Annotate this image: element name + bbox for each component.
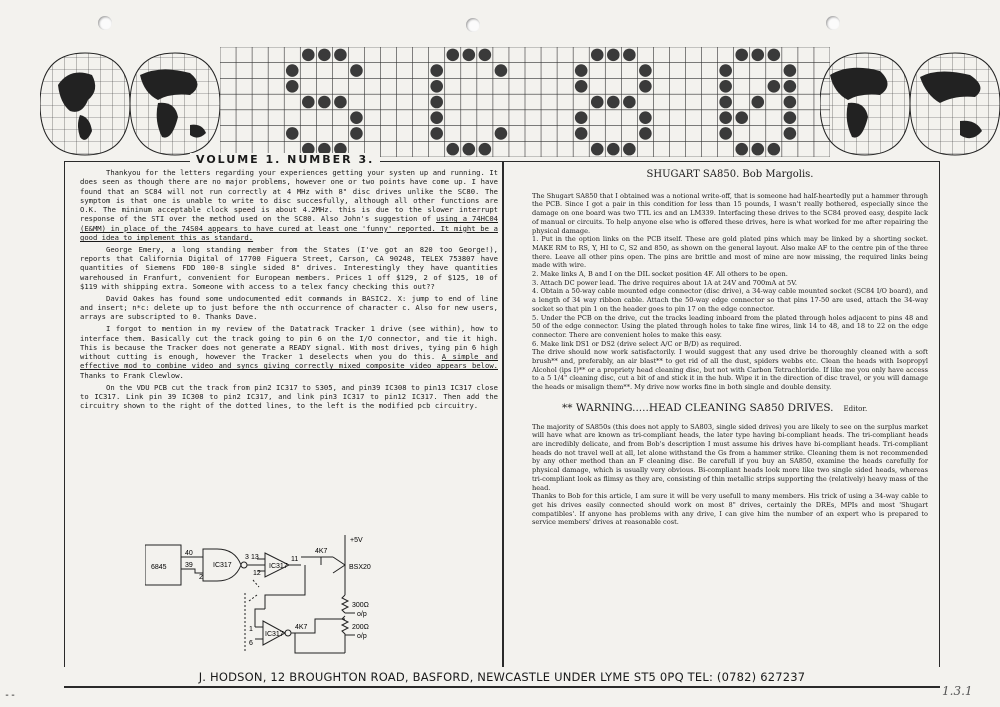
logo-dot xyxy=(751,143,764,156)
logo-dot xyxy=(735,143,748,156)
logo-dot xyxy=(784,80,797,93)
logo-dot xyxy=(495,64,508,77)
logo-dot xyxy=(735,49,748,62)
logo-dot xyxy=(591,143,604,156)
page-reference: 1.3.1 xyxy=(942,684,973,698)
logo-dot xyxy=(575,127,588,140)
logo-dot xyxy=(286,127,299,140)
circuit-output-2: o/p xyxy=(357,633,367,640)
logo-dot xyxy=(430,111,443,124)
world-map-right-icon xyxy=(820,45,1000,163)
logo-dot xyxy=(463,49,476,62)
logo-dot xyxy=(575,64,588,77)
circuit-resistor-2: 4K7 xyxy=(295,624,308,631)
shugart-intro: The Shugart SA850 that I obtained was a notional write-off, that is someone had half-heartedly put a hammer through the PCB. Since I got a pair in this condition for less than 15 pounds, I wasn't really bothered, especially since the damage on one board was two TTL ics and an LM339. Interfacing these drives to the SC84 proved easy, despite lack of manual or circuits. To help anyone else who is offered these drives, here is what worked for me after repairing the physical damage. xyxy=(532,191,928,235)
logo-dot xyxy=(575,80,588,93)
editorial-column xyxy=(80,168,498,413)
circuit-pin-1: 1 xyxy=(249,626,253,633)
video-sync-circuit-diagram xyxy=(145,535,415,665)
logo-dot xyxy=(575,111,588,124)
sc80-dot-matrix-logo xyxy=(220,47,830,157)
logo-dot xyxy=(639,80,652,93)
shugart-step-1: 1. Put in the option links on the PCB itself. These are gold plated pins which may be linked by a shorting socket. MAKE RM to RS, Y, HI to C, S2 and 850, as shown on the general layout. Also make AF to the centre pin of the three there. Leave all other pins open. The pins are brittle and most of mine are now missing, the required links being made with wire. xyxy=(532,235,928,270)
logo-dot xyxy=(639,111,652,124)
punch-hole-middle xyxy=(466,18,480,32)
logo-dot xyxy=(430,80,443,93)
logo-dot xyxy=(735,111,748,124)
warning-paragraph-2: Thanks to Bob for this article, I am sure it will be very usefull to many members. His trick of using a 34-way cable to get his drives easily connected should work on most 8" drives, certainly the DREs, MPIs and most 'Shugart compatibles'. If anyone has problems with any drive, I can give him the number of an expert who is prepared to service members' drives at reasonable cost. xyxy=(532,492,928,527)
logo-dot xyxy=(607,143,620,156)
logo-dot xyxy=(784,111,797,124)
logo-dot xyxy=(286,80,299,93)
circuit-pin-3: 3 xyxy=(245,554,249,561)
logo-dot xyxy=(639,64,652,77)
logo-dot xyxy=(639,127,652,140)
paragraph-datatrack-underlined: A simple and effective mod to combine video and syncs giving correctly mixed composite video appears below. xyxy=(80,352,499,371)
shugart-step-2: 2. Make links A, B and I on the DIL socket position 4F. All others to be open. xyxy=(532,270,788,279)
logo-dot xyxy=(334,49,347,62)
logo-dot xyxy=(430,96,443,109)
logo-dot xyxy=(768,49,781,62)
logo-dot xyxy=(607,49,620,62)
logo-dot xyxy=(350,111,363,124)
warning-heading-editor: Editor. xyxy=(843,404,868,413)
paragraph-george-emery: George Emery, a long standing member from the States (I've got an 820 too George!), reports that California Digital of 17700 Figuera Street, Carson, CA 90248, TELEX 753807 have quantities of Siemens FDD 100-8 single sided 8" drives. Interestingly they have quantities warehoused in Franfurt, convenient for European members. Prices 1 off $129, 2 of $125, 10 of $119 with shipping extra. Someone with access to a telex fancy checking this out?? xyxy=(80,244,498,292)
volume-title: VOLUME 1. NUMBER 3. xyxy=(190,153,380,166)
logo-dot xyxy=(751,49,764,62)
punch-hole-left xyxy=(98,16,112,30)
shugart-step-4: 4. Obtain a 50-way cable mounted edge connector (disc drive), a 34-way cable mounted socket (SC84 I/O board), and a length of 34 way ribbon cable. Attach the 50-way edge connector so that pins 17-50 are used, attach the 34-way socket so that pin 1 on the header goes to pin 17 on the edge connector. xyxy=(532,287,928,313)
logo-dot xyxy=(719,96,732,109)
logo-dot xyxy=(751,96,764,109)
logo-dot xyxy=(591,49,604,62)
logo-dot xyxy=(768,143,781,156)
logo-dot xyxy=(719,64,732,77)
circuit-pin-13: 13 xyxy=(251,554,259,561)
warning-paragraph-1: The majority of SA850s (this does not apply to SA803, single sided drives) you are likely to see on the surplus market will have what are known as tri-compliant heads, the later type having bi-compliant heads. The tri-compliant heads are incredibly delicate, and from Bob's description I must assume his drives have bi-compliant heads. Tri-compliant heads do not travel well at all, let alone withstand the Gs from a hammer strike. Cleaning them is not recommended by any other method than an F cleaning disc. Be carefull if you buy an SA850, examine the heads carefully for physical damage, which is usually very obvious. Bi-compliant heads look more like two single sided heads, whereas tri-compliant look as flimsy as they are, consisting of thin metallic strips supporting the (relatively) heavy mass of the head. xyxy=(532,422,928,492)
paragraph-datatrack-text: I forgot to mention in my review of the Datatrack Tracker 1 drive (see within), how to interface them. Basically cut the track going to pin 6 on the I/O connector, and tie it high. This is because the Tracker does not generate a READY signal. With most drives, tying pin 6 high without cutting is enough, however the Tracker 1 deselects when you do this. xyxy=(80,324,498,362)
circuit-ic-a: IC317 xyxy=(213,562,232,569)
logo-dot xyxy=(784,64,797,77)
logo-dot xyxy=(318,96,331,109)
warning-heading-text: ** WARNING.....HEAD CLEANING SA850 DRIVES. xyxy=(562,401,834,414)
circuit-pin-6: 6 xyxy=(249,640,253,647)
logo-dot xyxy=(784,96,797,109)
circuit-vcc: +5V xyxy=(350,537,363,544)
shugart-article-column xyxy=(532,168,928,527)
logo-dot xyxy=(623,96,636,109)
logo-dot xyxy=(302,49,315,62)
circuit-pin-2: 2 xyxy=(199,574,203,581)
logo-dot xyxy=(591,96,604,109)
logo-dot xyxy=(430,64,443,77)
shugart-step-6: 6. Make link DS1 or DS2 (drive select A/C or B/D) as required. xyxy=(532,339,742,348)
logo-dot xyxy=(784,127,797,140)
logo-dot xyxy=(286,64,299,77)
shugart-cleaning: The drive should now work satisfactorily. I would suggest that any used drive be thoroughly cleaned with a soft brush** and, preferably, an air blast** to get rid of all the dust, spiders webbs etc. Clean the heads with Isopropyl Alcohol (ips I)** or a propriety head cleaning disc, but not with Carbon Tetrachloride. If like me you only have access to a 5 1/4" cleaning disc, cut a bit of and stick it in the hub. Wipe it in the direction of disc travel, or you will damage the heads or misalign them**. My drive now works fine in both single and double density. xyxy=(532,348,928,392)
logo-dot xyxy=(719,127,732,140)
warning-heading xyxy=(562,401,928,414)
logo-dot xyxy=(479,143,492,156)
punch-hole-right xyxy=(826,16,840,30)
logo-dot xyxy=(768,80,781,93)
logo-dot xyxy=(719,80,732,93)
shugart-step-5: 5. Under the PCB on the drive, cut the tracks leading inboard from the plated through holes adjacent to pins 48 and 50 of the edge connector. Using the plated through holes to take fine wires, link 14 to 48, and 18 to 22 on the edge connector. There are convenient holes to make this easy. xyxy=(532,313,928,339)
logo-dot xyxy=(463,143,476,156)
world-map-left-icon xyxy=(40,45,220,163)
circuit-resistor-3: 300Ω xyxy=(352,602,369,609)
logo-dot xyxy=(446,143,459,156)
logo-dot xyxy=(334,96,347,109)
circuit-pin-40: 40 xyxy=(185,550,193,557)
logo-dot xyxy=(302,96,315,109)
paragraph-datatrack-thanks: Thanks to Frank Clewlow. xyxy=(80,370,184,380)
paragraph-datatrack xyxy=(80,324,498,380)
circuit-chip-label: 6845 xyxy=(151,564,167,571)
circuit-pin-11: 11 xyxy=(291,556,299,563)
masthead-banner xyxy=(40,45,980,163)
paragraph-david-oakes: David Oakes has found some undocumented edit commands in BASIC2. X: jump to end of line and insert; n*c: delete up to just before the nth occurrence of character c. Also for new users, arrays are subscripted to 0. Thanks Dave. xyxy=(80,293,498,322)
shugart-heading: SHUGART SA850. Bob Margolis. xyxy=(646,169,814,180)
paragraph-letters-underlined: using a 74HC04 (E&MM) in place of the 74S04 appears to have cured at least one 'funny' reported. It might be a good idea to implement this as standard. xyxy=(80,214,498,243)
logo-dot xyxy=(607,96,620,109)
circuit-resistor-1: 4K7 xyxy=(315,548,328,555)
logo-dot xyxy=(623,143,636,156)
margin-mark: -- xyxy=(4,690,17,701)
footer-address: J. HODSON, 12 BROUGHTON ROAD, BASFORD, NEWCASTLE UNDER LYME ST5 0PQ TEL: (0782) 627237 xyxy=(64,667,940,687)
logo-dot xyxy=(318,49,331,62)
column-divider xyxy=(502,161,504,667)
circuit-resistor-4: 200Ω xyxy=(352,624,369,631)
footer-rule xyxy=(64,686,940,688)
logo-dot xyxy=(350,127,363,140)
logo-dot xyxy=(446,49,459,62)
circuit-output-1: o/p xyxy=(357,611,367,618)
logo-dot xyxy=(430,127,443,140)
circuit-ic-b: IC317 xyxy=(269,563,288,570)
circuit-pin-12: 12 xyxy=(253,570,261,577)
logo-dot xyxy=(623,49,636,62)
logo-dot xyxy=(495,127,508,140)
paragraph-vdu-pcb: On the VDU PCB cut the track from pin2 IC317 to S305, and pin39 IC308 to pin13 IC317 close to IC317. Link pin 39 IC308 to pin2 IC317, and link pin3 IC317 to pin12 IC317. Then add the circuitry shown to the right of the dotted lines, to the left is the modified pcb circuitry. xyxy=(80,382,498,411)
logo-dot xyxy=(350,64,363,77)
logo-dot xyxy=(719,111,732,124)
circuit-transistor: BSX20 xyxy=(349,564,371,571)
shugart-step-3: 3. Attach DC power lead. The drive requires about 1A at 24V and 700mA at 5V. xyxy=(532,278,797,287)
paragraph-letters-text: Thankyou for the letters regarding your experiences getting your systen up and running. It does seen as though there are no major problems, however one or two points have come up. I have found that an SC84 will not run correctly at 4 MHz with 8" disc drives unlike the SC80. The symptom is that one is unable to write to disc succesfully, although all other functions are O.K. The mininum acceptable clock speed is about 4.2MHz. this is due to the slower interrupt response of the STI over the method used on the SC80. Also John's suggestion of xyxy=(80,168,498,224)
logo-dot xyxy=(479,49,492,62)
circuit-pin-39: 39 xyxy=(185,562,193,569)
circuit-ic-c: IC317 xyxy=(265,631,284,638)
paragraph-letters xyxy=(80,168,498,242)
